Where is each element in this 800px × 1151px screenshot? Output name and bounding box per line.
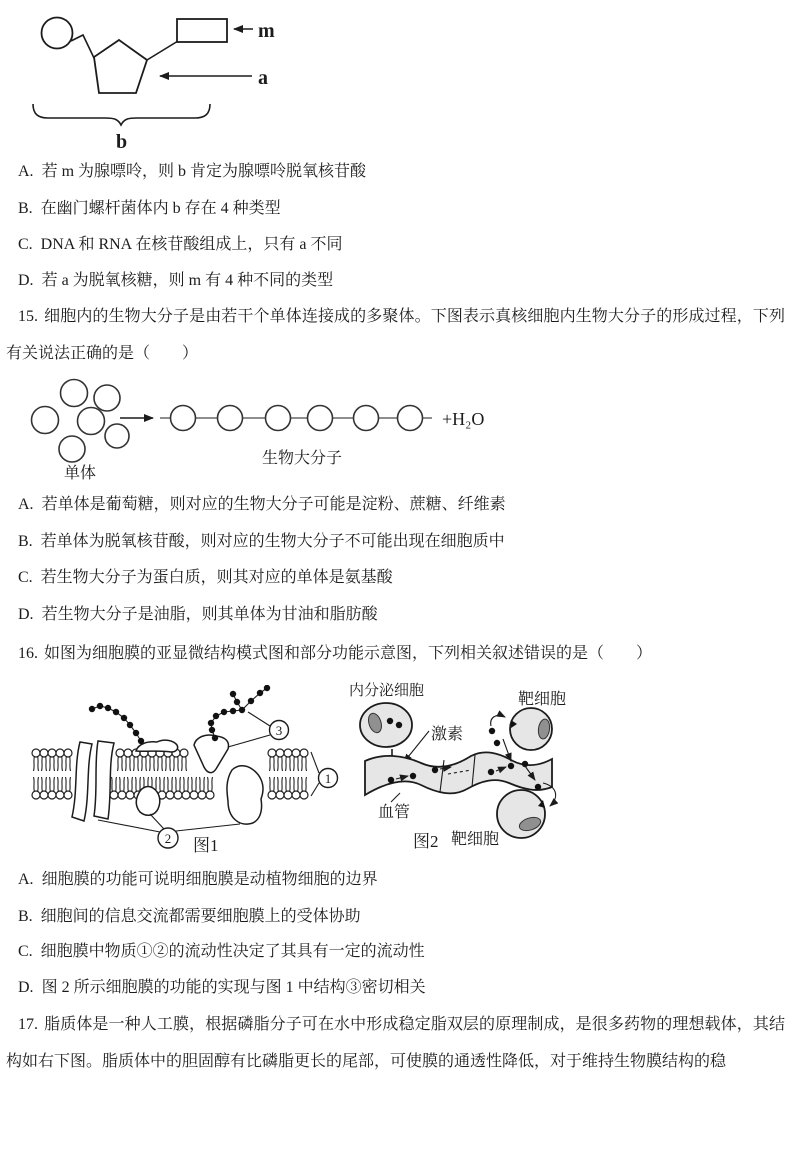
fig2-caption: 图2 bbox=[413, 832, 439, 851]
channel-protein bbox=[94, 741, 114, 819]
option-key: B. bbox=[18, 533, 33, 550]
q15-option-d bbox=[18, 605, 378, 624]
question-number: 17. bbox=[18, 1016, 38, 1033]
q15-option-a bbox=[18, 495, 506, 514]
label-2-circled bbox=[158, 828, 178, 848]
option-text: 细胞膜的功能可说明细胞膜是动植物细胞的边界 bbox=[41, 871, 378, 888]
vessel-caption-line bbox=[391, 793, 400, 802]
question-text: 脂质体是一种人工膜，根据磷脂分子可在水中形成稳定脂双层的原理制成，是很多药物的理想载体，其结构如右下图。脂质体中的胆固醇有比磷脂更长的尾部，可使膜的通透性降低，对于维持生物膜结构的稳 bbox=[6, 1016, 785, 1070]
sugar-base-bond bbox=[147, 41, 178, 60]
callout-line-1a bbox=[311, 752, 319, 773]
option-key: C. bbox=[18, 236, 33, 253]
channel-protein bbox=[72, 742, 92, 821]
callout-line-3b bbox=[228, 735, 270, 747]
monomer-cluster bbox=[32, 380, 130, 463]
q14-option-b bbox=[18, 199, 281, 218]
nucleotide-diagram bbox=[0, 0, 300, 155]
svg-text:1: 1 bbox=[324, 771, 332, 786]
binding-arrow-top bbox=[491, 715, 505, 726]
option-key: B. bbox=[18, 200, 33, 217]
hormone-vesicle bbox=[396, 722, 402, 728]
q15-option-b bbox=[18, 532, 505, 551]
glycoprotein-body bbox=[194, 735, 229, 773]
option-text: 若单体是葡萄糖，则对应的生物大分子可能是淀粉、蔗糖、纤维素 bbox=[41, 496, 506, 513]
option-text: 若 m 为腺嘌呤，则 b 肯定为腺嘌呤脱氧核苷酸 bbox=[41, 163, 367, 180]
label-1-circled bbox=[319, 769, 338, 788]
fig1-caption: 图1 bbox=[193, 836, 219, 855]
endocrine-cell-label: 内分泌细胞 bbox=[349, 683, 425, 699]
option-text: 若生物大分子是油脂，则其单体为甘油和脂肪酸 bbox=[41, 606, 378, 623]
q14-option-c bbox=[18, 235, 342, 254]
option-key: B. bbox=[18, 908, 33, 925]
q15-option-c bbox=[18, 568, 393, 587]
label-a: a bbox=[258, 67, 268, 89]
callout-line-2a bbox=[98, 820, 160, 832]
monomer-label: 单体 bbox=[64, 465, 97, 482]
glycoprotein-chain-right bbox=[208, 685, 270, 741]
question-number: 15. bbox=[18, 308, 38, 325]
option-key: A. bbox=[18, 871, 34, 888]
question-text: 细胞内的生物大分子是由若干个单体连接成的多聚体。下图表示真核细胞内生物大分子的形成过程，下列有关说法正确的是（ ） bbox=[6, 308, 785, 362]
option-text: 若 a 为脱氧核糖，则 m 有 4 种不同的类型 bbox=[41, 272, 334, 289]
glycolipid-chain-left bbox=[89, 703, 144, 744]
callout-line-2c bbox=[176, 824, 240, 831]
label-b: b bbox=[116, 131, 128, 153]
option-key: C. bbox=[18, 569, 33, 586]
option-key: D. bbox=[18, 979, 34, 996]
q16-stem bbox=[6, 635, 785, 672]
question-text: 如图为细胞膜的亚显微结构模式图和部分功能示意图，下列相关叙述错误的是（ ） bbox=[44, 645, 653, 662]
option-text: 在幽门螺杆菌体内 b 存在 4 种类型 bbox=[40, 200, 281, 217]
option-text: 图 2 所示细胞膜的功能的实现与图 1 中结构③密切相关 bbox=[41, 979, 426, 996]
hormone-label: 激素 bbox=[431, 726, 464, 743]
q16-option-d bbox=[18, 978, 426, 997]
hormone-vesicle bbox=[387, 718, 393, 724]
svg-text:3: 3 bbox=[275, 723, 283, 738]
option-text: 细胞膜中物质①②的流动性决定了其具有一定的流动性 bbox=[40, 943, 425, 960]
q14-option-a bbox=[18, 162, 366, 181]
option-text: 若生物大分子为蛋白质，则其对应的单体是氨基酸 bbox=[40, 569, 393, 586]
transmembrane-protein bbox=[227, 766, 263, 824]
water-label: +H₂O bbox=[442, 409, 485, 429]
phospholipid-bilayer bbox=[32, 749, 308, 799]
option-text: 细胞间的信息交流都需要细胞膜上的受体协助 bbox=[40, 908, 361, 925]
target-cell-top-label: 靶细胞 bbox=[518, 691, 567, 708]
hormone-near-cell bbox=[535, 784, 541, 790]
embedded-protein bbox=[136, 787, 160, 816]
label-m: m bbox=[258, 20, 275, 42]
q17-stem bbox=[6, 1006, 785, 1080]
target-cell-bottom bbox=[497, 790, 545, 838]
blood-vessel-label: 血管 bbox=[378, 804, 411, 821]
q16-option-b bbox=[18, 907, 361, 926]
question-number: 16. bbox=[18, 645, 38, 662]
hormone-near-cell bbox=[494, 740, 500, 746]
option-key: D. bbox=[18, 272, 34, 289]
polymer-label: 生物大分子 bbox=[262, 450, 343, 467]
q15-stem bbox=[6, 298, 785, 372]
hormone-near-cell bbox=[489, 728, 495, 734]
pentose-pentagon bbox=[94, 40, 147, 93]
target-cell-bottom-label: 靶细胞 bbox=[451, 831, 500, 848]
callout-line-2b bbox=[150, 814, 164, 829]
base-rect bbox=[177, 19, 227, 42]
option-key: C. bbox=[18, 943, 33, 960]
fig1-svg bbox=[0, 685, 345, 857]
phosphate-circle bbox=[42, 18, 73, 49]
polymer-diagram bbox=[0, 370, 500, 482]
label-3-circled bbox=[270, 721, 289, 740]
callout-line-1b bbox=[311, 783, 319, 796]
svg-text:2: 2 bbox=[164, 831, 172, 846]
callout-line-3a bbox=[248, 712, 270, 726]
option-key: A. bbox=[18, 496, 34, 513]
blood-vessel bbox=[365, 752, 552, 795]
q16-option-a bbox=[18, 870, 378, 889]
phosphate-sugar-bond bbox=[71, 35, 94, 58]
option-key: A. bbox=[18, 163, 34, 180]
option-key: D. bbox=[18, 606, 34, 623]
brace-b bbox=[33, 104, 210, 125]
q14-option-d bbox=[18, 271, 333, 290]
q16-option-c bbox=[18, 942, 425, 961]
option-text: 若单体为脱氧核苷酸，则对应的生物大分子不可能出现在细胞质中 bbox=[40, 533, 505, 550]
option-text: DNA 和 RNA 在核苷酸组成上，只有 a 不同 bbox=[40, 236, 343, 253]
fig2-svg bbox=[345, 675, 675, 860]
endocrine-cell bbox=[360, 703, 412, 747]
